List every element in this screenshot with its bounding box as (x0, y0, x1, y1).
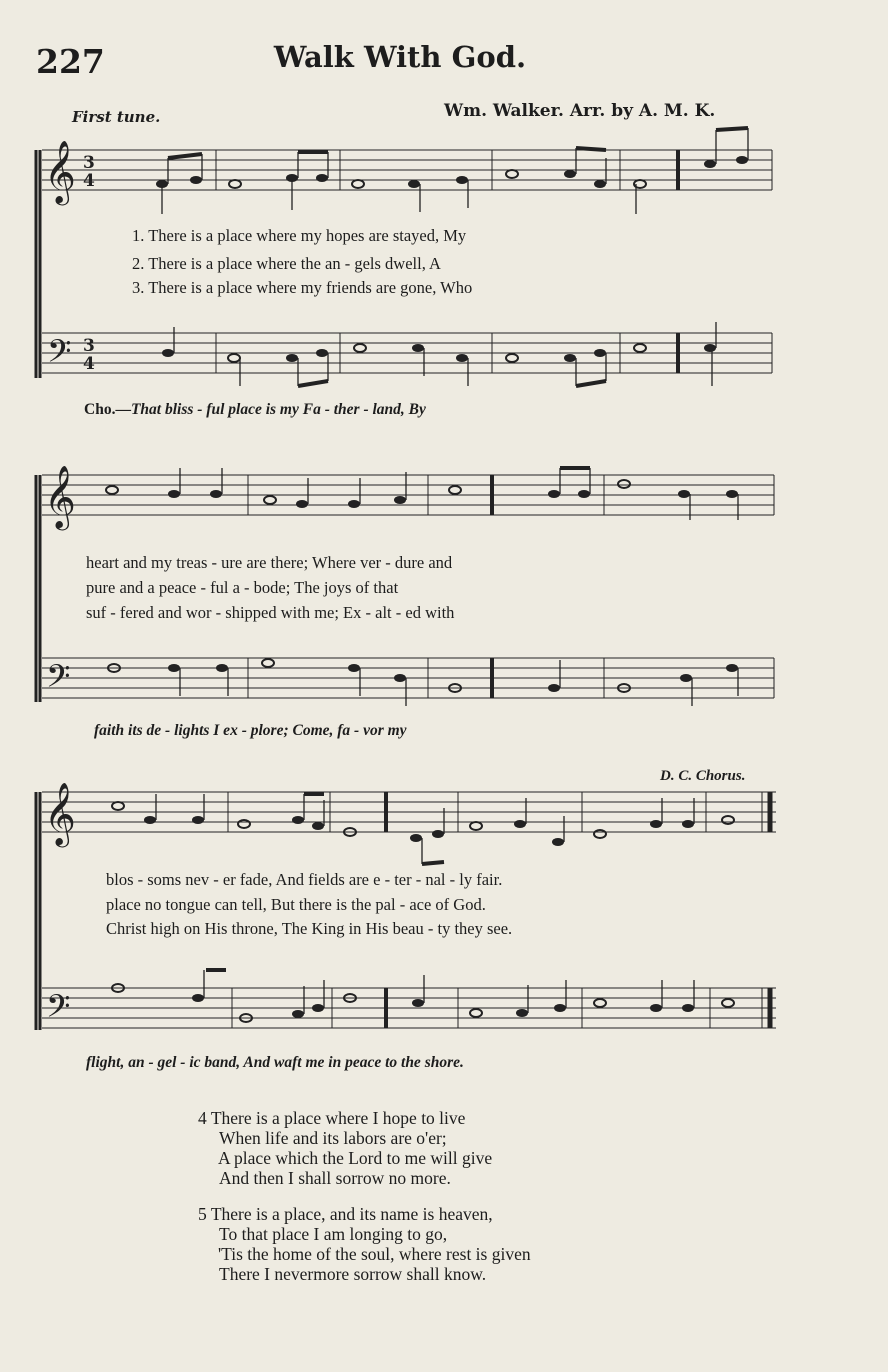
chorus-text: That bliss - ful place is my Fa - ther - land, By (130, 401, 426, 418)
verse-line-2-1: heart and my treas - ure are there; Where ver - dure and (86, 553, 453, 572)
svg-text:𝄢: 𝄢 (46, 988, 71, 1032)
verse-5-line-1: There is a place, and its name is heaven, (210, 1204, 493, 1224)
verse-4-line-1: There is a place where I hope to live (210, 1108, 466, 1128)
svg-text:𝄞: 𝄞 (44, 782, 76, 845)
hymn-number: 227 (36, 42, 105, 81)
verse-5-line-2: To that place I am longing to go, (219, 1224, 448, 1244)
treble-clef-icon: 𝄞 (44, 140, 76, 203)
dc-chorus-label: D. C. Chorus. (660, 768, 746, 784)
time-signature-bottom: 4 (83, 171, 95, 191)
verse-line-1-2: 2. There is a place where the an - gels dwell, A (132, 254, 441, 273)
composer-credit: Wm. Walker. Arr. by A. M. K. (444, 101, 716, 121)
verse-5-line-3: 'Tis the home of the soul, where rest is given (218, 1244, 531, 1264)
verse-line-3-2: place no tongue can tell, But there is the pal - ace of God. (106, 895, 486, 914)
verse-line-2-2: pure and a peace - ful a - bode; The joys of that (86, 578, 399, 597)
verse-4-line-3: A place which the Lord to me will give (218, 1148, 493, 1168)
svg-text:4: 4 (83, 354, 95, 374)
time-signature-top: 3 (83, 153, 95, 173)
tune-label: First tune. (72, 108, 161, 126)
chorus-label: Cho.— (84, 401, 131, 418)
hymn-title: Walk With God. (273, 40, 527, 74)
verse-4-line-2: When life and its labors are o'er; (219, 1128, 447, 1148)
verse-4-line-4: And then I shall sorrow no more. (219, 1168, 451, 1188)
bass-clef-icon: 𝄢 (47, 333, 72, 377)
svg-text:𝄢: 𝄢 (46, 658, 71, 702)
verse-line-3-3: Christ high on His throne, The King in His beau - ty they see. (106, 919, 513, 938)
svg-text:3: 3 (83, 336, 95, 356)
verse-5-line-4: There I nevermore sorrow shall know. (219, 1264, 487, 1284)
verse-line-2-3: suf - fered and wor - shipped with me; Ex - alt - ed with (86, 603, 455, 622)
chorus-line-3: flight, an - gel - ic band, And waft me in peace to the shore. (86, 1054, 464, 1071)
chorus-line-1 (84, 401, 426, 419)
chorus-line-2: faith its de - lights I ex - plore; Come, fa - vor my (94, 722, 407, 739)
verse-line-3-1: blos - soms nev - er fade, And fields are e - ter - nal - ly fair. (106, 870, 503, 889)
verse-line-1-3: 3. There is a place where my friends are gone, Who (132, 278, 473, 297)
svg-text:𝄞: 𝄞 (44, 465, 76, 528)
verse-4 (198, 1108, 492, 1188)
verse-number: 5 (198, 1204, 207, 1224)
verse-5 (198, 1204, 531, 1284)
verse-number: 4 (198, 1108, 207, 1128)
verse-line-1-1: 1. There is a place where my hopes are stayed, My (132, 226, 467, 245)
